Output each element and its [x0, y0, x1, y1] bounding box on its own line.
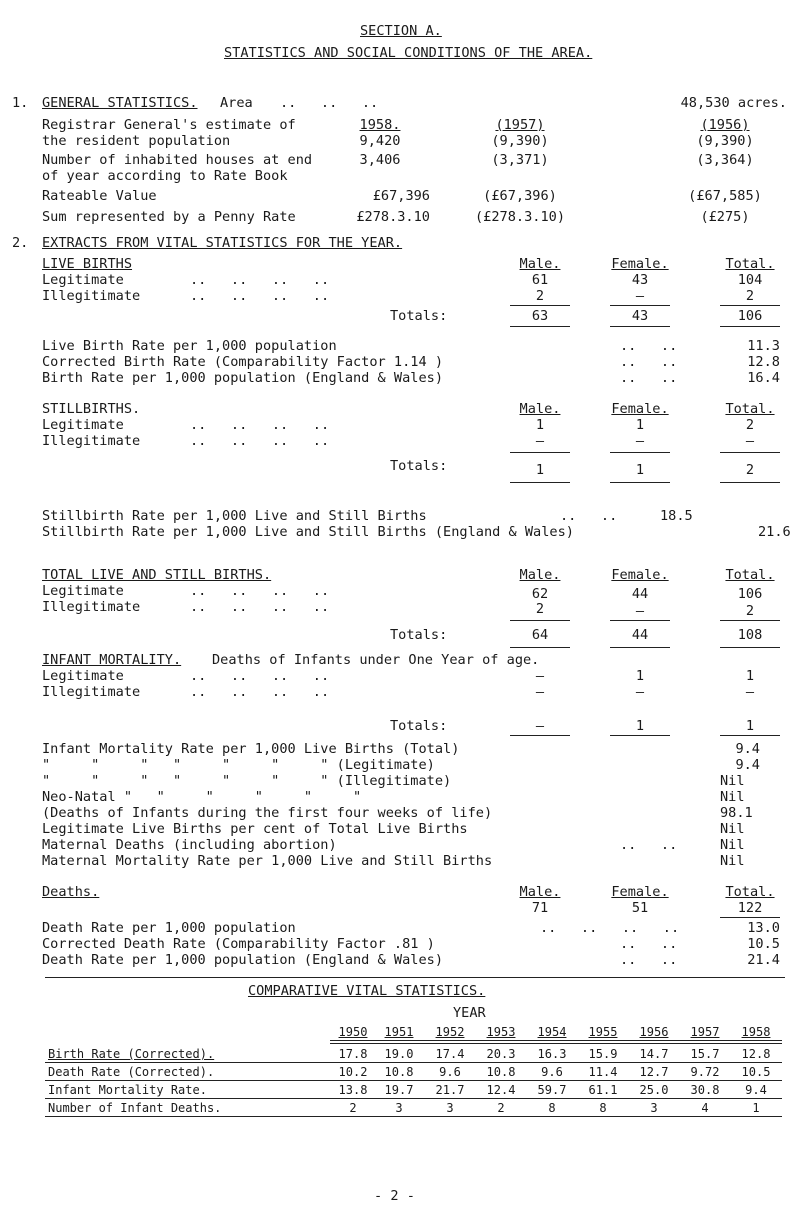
totals-label: Totals:	[390, 458, 448, 474]
tls-legit-female: 44	[631, 586, 649, 602]
row-label: Legitimate	[42, 583, 124, 599]
leader-dots: .. .. .. ..	[190, 583, 330, 599]
comparative-cell: 12.4	[486, 1083, 516, 1097]
col-female-header: Female.	[611, 401, 669, 417]
birth-rate-england-wales: 16.4	[747, 370, 780, 386]
leader-dots: .. .. .. ..	[540, 920, 680, 936]
year-1957-header: (1957)	[495, 117, 545, 133]
rule	[330, 1043, 782, 1044]
still-legit-total: 2	[745, 417, 755, 433]
inf-total-total: 1	[745, 718, 755, 734]
totals-label: Totals:	[390, 308, 448, 324]
rule	[510, 620, 570, 621]
leader-dots: .. .. .. ..	[190, 288, 330, 304]
inf-total-female: 1	[635, 718, 645, 734]
rate-label: Live Birth Rate per 1,000 population	[42, 338, 337, 354]
leader-dots: .. ..	[620, 354, 678, 370]
inf-illegit-total: —	[745, 684, 755, 700]
rule	[610, 326, 670, 327]
rule	[610, 620, 670, 621]
rule	[610, 647, 670, 648]
still-illegit-male: —	[535, 433, 545, 449]
stillbirths-heading: STILLBIRTHS.	[42, 401, 141, 417]
item-number-2: 2.	[12, 235, 29, 251]
comparative-cell: 9.6	[541, 1065, 563, 1079]
rateable-value-label: Rateable Value	[42, 188, 157, 204]
deaths-male: 71	[531, 900, 549, 916]
row-label: Illegitimate	[42, 288, 141, 304]
rate-label: (Deaths of Infants during the first four weeks of life)	[42, 805, 493, 821]
tls-legit-total: 106	[737, 586, 763, 602]
still-legit-female: 1	[635, 417, 645, 433]
comparative-row-label: Number of Infant Deaths.	[48, 1101, 222, 1115]
comparative-cell: 20.3	[486, 1047, 516, 1061]
corrected-birth-rate: 12.8	[747, 354, 780, 370]
deaths-heading: Deaths.	[42, 884, 100, 900]
rate-label: Corrected Death Rate (Comparability Factor .81 )	[42, 936, 435, 952]
comparative-row-label: Infant Mortality Rate.	[48, 1083, 207, 1097]
rule	[720, 305, 780, 306]
rate-label: Maternal Deaths (including abortion)	[42, 837, 337, 853]
rate-label: Neo-Natal " " " " " "	[42, 789, 362, 805]
col-total-header: Total.	[725, 567, 775, 583]
infant-mortality-heading: INFANT MORTALITY.	[42, 652, 182, 668]
still-total-female: 1	[635, 462, 645, 478]
year-header: 1956	[639, 1025, 669, 1039]
comparative-row-label: Death Rate (Corrected).	[48, 1065, 215, 1079]
comparative-cell: 3	[395, 1101, 403, 1115]
comparative-cell: 12.7	[639, 1065, 669, 1079]
live-illegit-male: 2	[535, 288, 545, 304]
live-illegit-female: —	[635, 288, 645, 304]
rule	[510, 305, 570, 306]
rule	[610, 735, 670, 736]
imr-illegit: Nil	[720, 773, 745, 789]
year-header: 1951	[384, 1025, 414, 1039]
totals-label: Totals:	[390, 627, 448, 643]
rule	[720, 647, 780, 648]
year-header: 1950	[338, 1025, 368, 1039]
comparative-cell: 10.8	[384, 1065, 414, 1079]
row-rule	[45, 1080, 782, 1081]
comparative-cell: 30.8	[690, 1083, 720, 1097]
rule	[510, 452, 570, 453]
comparative-cell: 21.7	[435, 1083, 465, 1097]
rate-label: Legitimate Live Births per cent of Total Live Births	[42, 821, 468, 837]
stillbirth-rate: 18.5	[660, 508, 693, 524]
col-female-header: Female.	[611, 567, 669, 583]
deaths-total: 122	[737, 900, 763, 916]
row-rule	[45, 1116, 782, 1117]
maternal-mortality-rate: Nil	[720, 853, 745, 869]
still-illegit-total: —	[745, 433, 755, 449]
comparative-cell: 59.7	[537, 1083, 567, 1097]
year-1956-header: (1956)	[700, 117, 750, 133]
rate-label: Maternal Mortality Rate per 1,000 Live and Still Births	[42, 853, 493, 869]
col-total-header: Total.	[725, 256, 775, 272]
comparative-cell: 9.72	[690, 1065, 720, 1079]
penny-rate-1956: (£275)	[700, 209, 750, 225]
still-total-total: 2	[745, 462, 755, 478]
leader-dots: .. ..	[560, 508, 618, 524]
comparative-cell: 11.4	[588, 1065, 618, 1079]
area-value: 48,530 acres.	[680, 95, 787, 111]
houses-label-cont: of year according to Rate Book	[42, 168, 288, 184]
leader-dots: .. ..	[620, 370, 678, 386]
general-statistics-label: GENERAL STATISTICS.	[42, 95, 198, 111]
rate-label: Stillbirth Rate per 1,000 Live and Still Births (England & Wales)	[42, 524, 574, 540]
leader-dots: .. .. .. ..	[190, 668, 330, 684]
row-label: Illegitimate	[42, 599, 141, 615]
row-label: Legitimate	[42, 272, 124, 288]
total-live-still-heading: TOTAL LIVE AND STILL BIRTHS.	[42, 567, 272, 583]
population-label: Registrar General's estimate of	[42, 117, 296, 133]
penny-rate-label: Sum represented by a Penny Rate	[42, 209, 296, 225]
rate-label: Stillbirth Rate per 1,000 Live and Still Births	[42, 508, 427, 524]
death-rate: 13.0	[747, 920, 780, 936]
comparative-cell: 61.1	[588, 1083, 618, 1097]
rule	[720, 735, 780, 736]
inf-legit-total: 1	[745, 668, 755, 684]
inf-legit-male: —	[535, 668, 545, 684]
rateable-value-1956: (£67,585)	[688, 188, 762, 204]
rule	[510, 482, 570, 483]
legit-live-births-pct: 98.1	[720, 805, 753, 821]
row-label: Illegitimate	[42, 684, 141, 700]
row-rule	[45, 1098, 782, 1099]
comparative-cell: 15.7	[690, 1047, 720, 1061]
section-title: STATISTICS AND SOCIAL CONDITIONS OF THE AREA.	[224, 45, 593, 61]
comparative-cell: 3	[650, 1101, 658, 1115]
penny-rate-1957: (£278.3.10)	[474, 209, 566, 225]
comparative-cell: 19.7	[384, 1083, 414, 1097]
comparative-cell: 9.4	[745, 1083, 767, 1097]
rule	[610, 452, 670, 453]
live-total-total: 106	[737, 308, 763, 324]
live-illegit-total: 2	[745, 288, 755, 304]
rule	[610, 482, 670, 483]
rate-label: Death Rate per 1,000 population (England & Wales)	[42, 952, 444, 968]
stillbirth-rate-england-wales: 21.6	[758, 524, 791, 540]
year-header: 1955	[588, 1025, 618, 1039]
comparative-cell: 8	[548, 1101, 556, 1115]
leader-dots: .. .. .. ..	[190, 272, 330, 288]
col-total-header: Total.	[725, 884, 775, 900]
houses-1958: 3,406	[359, 152, 401, 168]
legit-live-births-value: Nil	[720, 821, 745, 837]
tls-total-total: 108	[737, 627, 763, 643]
inf-total-male: —	[535, 718, 545, 734]
tls-illegit-female: —	[635, 603, 645, 619]
leader-dots: .. .. ..	[280, 95, 379, 111]
top-rule	[45, 977, 785, 978]
rule	[330, 1040, 782, 1041]
row-label: Illegitimate	[42, 433, 141, 449]
year-1958-header: 1958.	[359, 117, 401, 133]
still-total-male: 1	[535, 462, 545, 478]
houses-1956: (3,364)	[696, 152, 754, 168]
comparative-cell: 8	[599, 1101, 607, 1115]
rateable-value-1957: (£67,396)	[483, 188, 557, 204]
population-1958: 9,420	[359, 133, 401, 149]
tls-total-male: 64	[531, 627, 549, 643]
comparative-cell: 10.2	[338, 1065, 368, 1079]
row-rule	[45, 1062, 782, 1063]
col-female-header: Female.	[611, 884, 669, 900]
tls-legit-male: 62	[531, 586, 549, 602]
comparative-cell: 9.6	[439, 1065, 461, 1079]
live-legit-female: 43	[631, 272, 649, 288]
inf-legit-female: 1	[635, 668, 645, 684]
leader-dots: .. .. .. ..	[190, 684, 330, 700]
comparative-cell: 14.7	[639, 1047, 669, 1061]
houses-1957: (3,371)	[491, 152, 549, 168]
neo-natal-rate: Nil	[720, 789, 745, 805]
col-male-header: Male.	[519, 401, 561, 417]
rate-label: Corrected Birth Rate (Comparability Factor 1.14 )	[42, 354, 444, 370]
year-header: 1954	[537, 1025, 567, 1039]
rule	[510, 735, 570, 736]
comparative-cell: 3	[446, 1101, 454, 1115]
area-label: Area	[220, 95, 253, 111]
population-1956: (9,390)	[696, 133, 754, 149]
live-births-heading: LIVE BIRTHS	[42, 256, 133, 272]
imr-legit: 9.4	[735, 757, 760, 773]
still-legit-male: 1	[535, 417, 545, 433]
row-label: Legitimate	[42, 668, 124, 684]
rate-label: " " " " " " " (Legitimate)	[42, 757, 435, 773]
rule	[720, 482, 780, 483]
live-birth-rate: 11.3	[747, 338, 780, 354]
rate-label: " " " " " " " (Illegitimate)	[42, 773, 452, 789]
rule	[720, 452, 780, 453]
comparative-cell: 19.0	[384, 1047, 414, 1061]
maternal-deaths: Nil	[720, 837, 745, 853]
comparative-cell: 16.3	[537, 1047, 567, 1061]
inf-illegit-male: —	[535, 684, 545, 700]
leader-dots: .. .. .. ..	[190, 417, 330, 433]
rule	[720, 326, 780, 327]
comparative-cell: 4	[701, 1101, 709, 1115]
col-female-header: Female.	[611, 256, 669, 272]
corrected-death-rate: 10.5	[747, 936, 780, 952]
rule	[510, 326, 570, 327]
rate-label: Birth Rate per 1,000 population (England & Wales)	[42, 370, 444, 386]
tls-total-female: 44	[631, 627, 649, 643]
col-male-header: Male.	[519, 884, 561, 900]
vital-statistics-title: EXTRACTS FROM VITAL STATISTICS FOR THE YEAR.	[42, 235, 403, 251]
col-male-header: Male.	[519, 567, 561, 583]
rateable-value-1958: £67,396	[372, 188, 430, 204]
comparative-cell: 2	[349, 1101, 357, 1115]
inf-illegit-female: —	[635, 684, 645, 700]
tls-illegit-total: 2	[745, 603, 755, 619]
comparative-cell: 17.8	[338, 1047, 368, 1061]
population-label-cont: the resident population	[42, 133, 231, 149]
rule	[510, 647, 570, 648]
comparative-cell: 17.4	[435, 1047, 465, 1061]
live-legit-total: 104	[737, 272, 763, 288]
col-male-header: Male.	[519, 256, 561, 272]
year-header: 1957	[690, 1025, 720, 1039]
rule	[610, 305, 670, 306]
comparative-cell: 2	[497, 1101, 505, 1115]
death-rate-england-wales: 21.4	[747, 952, 780, 968]
live-total-female: 43	[631, 308, 649, 324]
leader-dots: .. .. .. ..	[190, 599, 330, 615]
leader-dots: .. .. .. ..	[190, 433, 330, 449]
rule	[720, 917, 780, 918]
comparative-cell: 10.5	[741, 1065, 771, 1079]
item-number-1: 1.	[12, 95, 29, 111]
penny-rate-1958: £278.3.10	[356, 209, 430, 225]
totals-label: Totals:	[390, 718, 448, 734]
comparative-cell: 12.8	[741, 1047, 771, 1061]
comparative-cell: 15.9	[588, 1047, 618, 1061]
infant-mortality-subheading: Deaths of Infants under One Year of age.	[212, 652, 540, 668]
col-total-header: Total.	[725, 401, 775, 417]
leader-dots: .. ..	[620, 338, 678, 354]
houses-label: Number of inhabited houses at end	[42, 152, 313, 168]
imr-total: 9.4	[735, 741, 760, 757]
year-header: 1953	[486, 1025, 516, 1039]
rate-label: Infant Mortality Rate per 1,000 Live Births (Total)	[42, 741, 460, 757]
live-total-male: 63	[531, 308, 549, 324]
population-1957: (9,390)	[491, 133, 549, 149]
comparative-row-label: Birth Rate (Corrected).	[48, 1047, 215, 1061]
section-heading: SECTION A.	[360, 23, 442, 39]
year-label: YEAR	[453, 1005, 486, 1021]
year-header: 1958	[741, 1025, 771, 1039]
row-label: Legitimate	[42, 417, 124, 433]
leader-dots: .. ..	[620, 936, 678, 952]
page-number: - 2 -	[374, 1188, 415, 1204]
live-legit-male: 61	[531, 272, 549, 288]
tls-illegit-male: 2	[535, 601, 545, 617]
rate-label: Death Rate per 1,000 population	[42, 920, 296, 936]
year-header: 1952	[435, 1025, 465, 1039]
comparative-cell: 1	[752, 1101, 760, 1115]
comparative-title: COMPARATIVE VITAL STATISTICS.	[248, 983, 486, 999]
deaths-female: 51	[631, 900, 649, 916]
leader-dots: .. ..	[620, 837, 678, 853]
comparative-cell: 10.8	[486, 1065, 516, 1079]
leader-dots: .. ..	[620, 952, 678, 968]
comparative-cell: 25.0	[639, 1083, 669, 1097]
still-illegit-female: —	[635, 433, 645, 449]
comparative-cell: 13.8	[338, 1083, 368, 1097]
rule	[720, 620, 780, 621]
